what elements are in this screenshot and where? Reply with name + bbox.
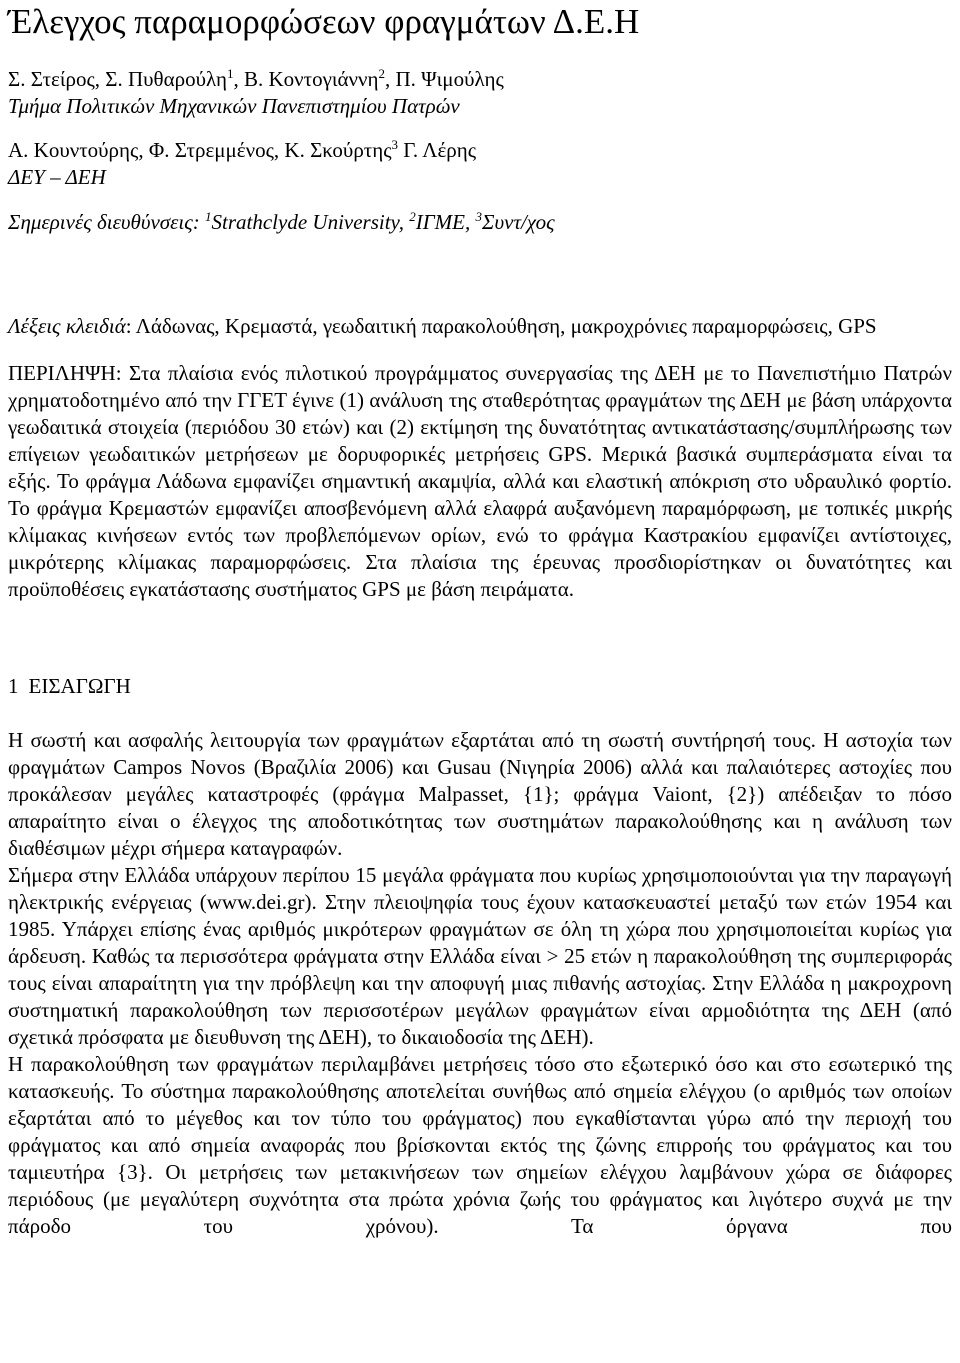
author-names: Γ. Λέρης: [398, 138, 477, 162]
paper-page: [8, 0, 952, 1240]
keywords: [8, 313, 952, 340]
author-names: , Β. Κοντογιάννη: [233, 67, 379, 91]
author-names: Σ. Στείρος, Σ. Πυθαρούλη: [8, 67, 227, 91]
address-2: ΙΓΜΕ,: [415, 210, 476, 234]
addresses-prefix: Σημερινές διευθύνσεις:: [8, 210, 206, 234]
author-names: , Π. Ψιμούλης: [385, 67, 504, 91]
address-1: Strathclyde University,: [211, 210, 410, 234]
affiliation-1: Τμήμα Πολιτικών Μηχανικών Πανεπιστημίου Πατρών: [8, 94, 460, 118]
paper-title: Έλεγχος παραμορφώσεων φραγμάτων Δ.Ε.Η: [8, 2, 640, 41]
affiliation-2: ΔΕΥ – ΔΕΗ: [8, 165, 106, 189]
body-paragraph: Η παρακολούθηση των φραγμάτων περιλαμβάνει μετρήσεις τόσο στο εξωτερικό όσο και στο εσωτερικό της κατασκευής. Το σύστημα παρακολούθησης αποτελείται συνήθως από σημεία ελέγχου (ο αριθμός των οποίων εξαρτάται από το μέγεθος και τον τύπο του φράγματος) που εγκαθίστανται γύρω από την περιοχή του φράγματος και από σημεία αναφοράς που βρίσκονται εκτός της ζώνης επιρροής του φράγματος και του ταμιευτήρα {3}. Οι μετρήσεις των μετακινήσεων των σημείων ελέγχου λαμβάνουν χώρα σε διάφορες περιόδους (με μεγαλύτερη συχνότητα στα πρώτα χρόνια ζωής του φράγματος και λιγότερο συχνά με την πάροδο του χρόνου). Τα όργανα που: [8, 1052, 952, 1238]
affiliation-mark: 2: [409, 209, 416, 224]
keywords-label: Λέξεις κλειδιά: [8, 314, 126, 338]
body-paragraph: Σήμερα στην Ελλάδα υπάρχουν περίπου 15 μεγάλα φράγματα που κυρίως χρησιμοποιούνται για την παραγωγή ηλεκτρικής ενέργειας (www.dei.gr). Στην πλειοψηφία τους έχουν κατασκευαστεί μεταξύ των ετών 1954 και 1985. Υπάρχει επίσης ένας αριθμός μικρότερων φραγμάτων σε όλη τη χώρα που χρησιμοποιείται κυρίως για άρδευση. Καθώς τα περισσότερα φράγματα στην Ελλάδα είναι > 25 ετών η παρακολούθηση της συμπεριφοράς τους είναι απαραίτητη για την πρόβλεψη και την αποφυγή μιας πιθανής αστοχίας. Στην Ελλάδα η μακροχρονη συστηματική παρακολούθηση των περισσοτέρων μεγάλων φραγμάτων είναι αρμοδιότητα της ΔΕΗ (από σχετικά πρόσφατα με διευθυνση της ΔΕΗ), το δικαιοδοσία της ΔΕΗ).: [8, 863, 952, 1049]
affiliation-mark: 3: [475, 209, 482, 224]
section-heading: [8, 673, 952, 700]
keywords-text: : Λάδωνας, Κρεμαστά, γεωδαιτική παρακολούθηση, μακροχρόνιες παραμορφώσεις, GPS: [125, 314, 877, 338]
address-3: Συντ/χος: [482, 210, 555, 234]
author-list-2: [8, 137, 952, 164]
affiliation-mark: 2: [378, 66, 385, 81]
body-paragraph: Η σωστή και ασφαλής λειτουργία των φραγμάτων εξαρτάται από τη σωστή συντήρησή τους. Η αστοχία των φραγμάτων Campos Novos (Βραζιλία 2006) και Gusau (Νιγηρία 2006) αλλά και παλαιότερες αστοχίες που προκάλεσαν μεγάλες καταστροφές (φράγμα Malpasset, {1}; φράγμα Vaiont, {2}) απέδειξαν το πόσο απαραίτητο είναι ο έλεγχος της αποδοτικότητας των συστημάτων παρακολούθησης και η ανάλυση των διαθέσιμων μέχρι σήμερα καταγραφών.: [8, 728, 952, 860]
section-title: ΕΙΣΑΓΩΓΗ: [28, 674, 131, 698]
author-list-1: [8, 66, 952, 93]
affiliation-mark: 3: [391, 137, 399, 152]
section-number: 1: [8, 674, 19, 698]
author-names: Α. Κουντούρης, Φ. Στρεμμένος, Κ. Σκούρτης: [8, 138, 392, 162]
current-addresses: [8, 209, 952, 236]
abstract: ΠΕΡΙΛΗΨΗ: Στα πλαίσια ενός πιλοτικού προγράμματος συνεργασίας της ΔΕΗ με το Πανεπιστήμιο Πατρών χρηματοδοτημένο από την ΓΓΕΤ έγινε (1) ανάλυση της σταθερότητας φραγμάτων της ΔΕΗ με βάση υπάρχοντα γεωδαιτικά στοιχεία (περιόδου 30 ετών) και (2) εκτίμηση της δυνατότητας αντικατάστασης/συμπλήρωσης των επίγειων γεωδαιτικών μετρήσεων με δορυφορικές μετρήσεις GPS. Μερικά βασικά συμπεράσματα είναι τα εξής. Το φράγμα Λάδωνα εμφανίζει σημαντική ακαμψία, αλλά και ελαστική απόκριση στο υδραυλικό φορτίο. Το φράγμα Κρεμαστών εμφανίζει αποσβενόμενη αλλά ελαφρά αυξανόμενη παραμόρφωση, με τοπικές μικρής κλίμακας κινήσεων εντός των προβλεπόμενων ορίων, ενώ το φράγμα Καστρακίου εμφανίζει αντίστοιχες, μικρότερης κλίμακας παραμορφώσεις. Στα πλαίσια της έρευνας προσδιορίστηκαν οι δυνατότητες και προϋποθέσεις εγκατάστασης συστήματος GPS με βάση πειράματα.: [8, 361, 952, 601]
affiliation-mark: 1: [226, 66, 234, 81]
affiliation-mark: 1: [205, 209, 212, 224]
